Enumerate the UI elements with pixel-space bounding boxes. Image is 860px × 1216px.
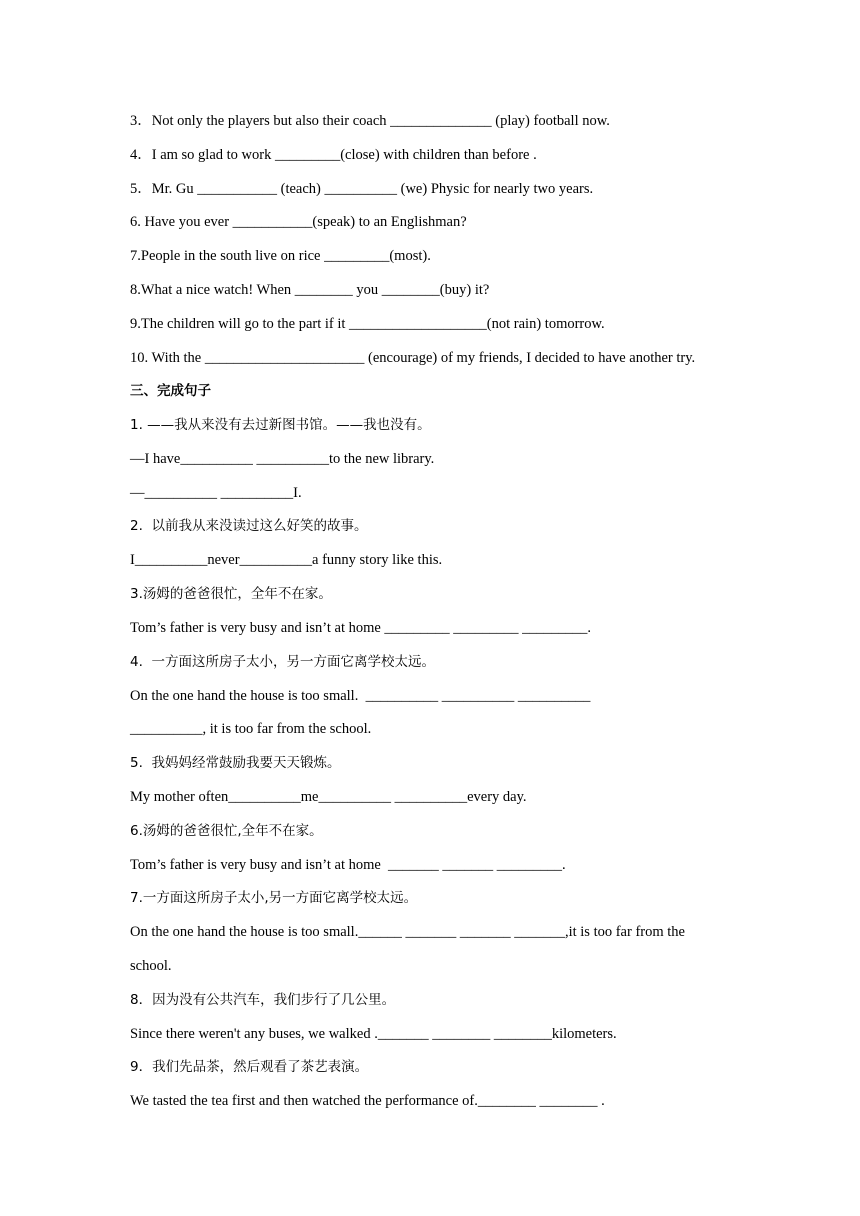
sentence-4-english-b: __________, it is too far from the school. <box>130 721 372 737</box>
exercise-4-close: 4．I am so glad to work _________(close) with children than before . <box>130 147 537 163</box>
sentence-5-chinese: 5. 我妈妈经常鼓励我要天天锻炼。 <box>130 755 341 771</box>
sentence-3-chinese: 3.汤姆的爸爸很忙，全年不在家。 <box>130 586 332 602</box>
sentence-9-english: We tasted the tea first and then watched the performance of.________ ________ . <box>130 1093 605 1109</box>
exercise-6-speak: 6. Have you ever ___________(speak) to an Englishman? <box>130 214 467 230</box>
sentence-6-english: Tom’s father is very busy and isn’t at home _______ _______ _________. <box>130 857 566 873</box>
sentence-7-english-b: school. <box>130 958 172 974</box>
sentence-4-english-a: On the one hand the house is too small. __________ __________ __________ <box>130 688 591 704</box>
sentence-3-english: Tom’s father is very busy and isn’t at home _________ _________ _________. <box>130 620 592 636</box>
sentence-4-chinese: 4. 一方面这所房子太小，另一方面它离学校太远。 <box>130 654 435 670</box>
sentence-1-english-a: —I have__________ __________to the new library. <box>130 451 435 467</box>
exercise-7-most: 7.People in the south live on rice _________(most). <box>130 248 431 264</box>
exercise-3-play: 3．Not only the players but also their coach ______________ (play) football now. <box>130 113 610 129</box>
exercise-8-buy: 8.What a nice watch! When ________ you ________(buy) it? <box>130 282 490 298</box>
sentence-2-chinese: 2. 以前我从来没读过这么好笑的故事。 <box>130 518 368 534</box>
sentence-6-chinese: 6.汤姆的爸爸很忙,全年不在家。 <box>130 823 323 839</box>
sentence-8-english: Since there weren't any buses, we walked ._______ ________ ________kilometers. <box>130 1026 617 1042</box>
sentence-5-english: My mother often__________me__________ __________every day. <box>130 789 527 805</box>
exercise-9-rain: 9.The children will go to the part if it ___________________(not rain) tomorrow. <box>130 316 605 332</box>
section-3-heading: 三、完成句子 <box>130 383 211 399</box>
exercise-10-encourage: 10. With the ______________________ (encourage) of my friends, I decided to have another try. <box>130 350 696 366</box>
sentence-2-english: I__________never__________a funny story like this. <box>130 552 443 568</box>
sentence-7-english-a: On the one hand the house is too small.______ _______ _______ _______,it is too far from the <box>130 924 685 940</box>
sentence-1-english-b: —__________ __________I. <box>130 485 302 501</box>
sentence-9-chinese: 9．我们先品茶，然后观看了茶艺表演。 <box>130 1059 369 1075</box>
exercise-5-teach: 5．Mr. Gu ___________ (teach) __________ (we) Physic for nearly two years. <box>130 181 594 197</box>
sentence-1-chinese: 1. ——我从来没有去过新图书馆。——我也没有。 <box>130 417 431 433</box>
sentence-7-chinese: 7.一方面这所房子太小,另一方面它离学校太远。 <box>130 890 418 906</box>
sentence-8-chinese: 8．因为没有公共汽车，我们步行了几公里。 <box>130 992 396 1008</box>
